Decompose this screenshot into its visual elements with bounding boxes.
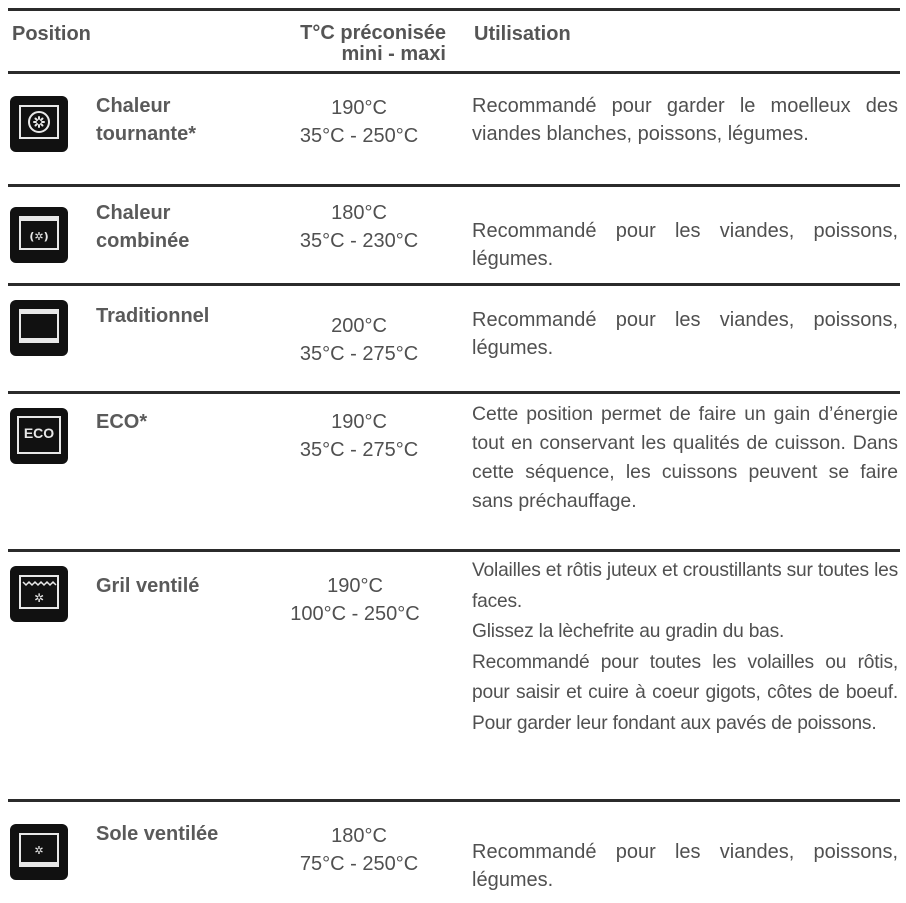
header-temperature	[246, 23, 446, 65]
svg-text:(✲): (✲)	[29, 230, 49, 243]
header-temp-line1: T°C préconisée	[300, 22, 446, 44]
bottom-heat-fan-icon	[10, 824, 68, 880]
mode-name: Chaleur combinée	[96, 202, 190, 252]
svg-text:✲: ✲	[34, 844, 44, 857]
grill-fan-icon	[10, 566, 68, 622]
cooking-modes-table	[8, 8, 900, 902]
mode-usage: Cette position permet de faire un gain d’énergie tout en conservant les qualités de cuisson. Dans cette séquence, les cuissons peuvent se faire sans préchauffage.	[472, 403, 898, 512]
mode-usage: Recommandé pour garder le moelleux des viandes blanches, poissons, légumes.	[472, 95, 898, 145]
svg-text:✲: ✲	[33, 591, 45, 605]
mode-name: Sole ventilée	[96, 823, 219, 845]
mode-name: Chaleur tournante*	[96, 95, 196, 145]
mode-temperature: 180°C 35°C - 230°C	[299, 202, 419, 252]
table-row	[8, 802, 900, 902]
eco-icon	[10, 408, 68, 464]
table-row	[8, 286, 900, 391]
mode-name: ECO*	[96, 411, 148, 433]
combined-heat-icon	[10, 207, 68, 263]
eco-icon-label: ECO	[23, 425, 55, 441]
mode-temperature: 180°C 75°C - 250°C	[299, 825, 419, 875]
mode-temperature: 190°C 35°C - 250°C	[299, 97, 419, 147]
table-row	[8, 74, 900, 184]
mode-usage: Recommandé pour les viandes, poissons, légumes.	[472, 220, 898, 270]
mode-usage: Recommandé pour les viandes, poissons, légumes.	[472, 841, 898, 891]
mode-temperature: 200°C 35°C - 275°C	[299, 315, 419, 365]
table-row	[8, 187, 900, 283]
mode-usage: Volailles et rôtis juteux et croustillants sur toutes les faces. Glissez la lèchefrite au gradin du bas. Recommandé pour toutes les volailles ou rôtis, pour saisir et cuire à coeur gigots, côtes de boeuf. Pour garder leur fondant aux pavés de poissons.	[472, 560, 898, 734]
mode-usage: Recommandé pour les viandes, poissons, légumes.	[472, 309, 898, 359]
mode-name: Traditionnel	[96, 305, 210, 327]
mode-temperature: 190°C 100°C - 250°C	[290, 575, 420, 625]
header-usage: Utilisation	[474, 23, 571, 45]
header-position: Position	[12, 23, 91, 45]
header-temp-line2: mini - maxi	[341, 43, 446, 65]
fan-circle-icon	[10, 96, 68, 152]
traditional-heat-icon	[10, 300, 68, 356]
table-row	[8, 552, 900, 799]
mode-name: Gril ventilé	[96, 575, 200, 597]
mode-temperature: 190°C 35°C - 275°C	[299, 411, 419, 461]
table-header	[8, 11, 900, 71]
table-row	[8, 394, 900, 549]
